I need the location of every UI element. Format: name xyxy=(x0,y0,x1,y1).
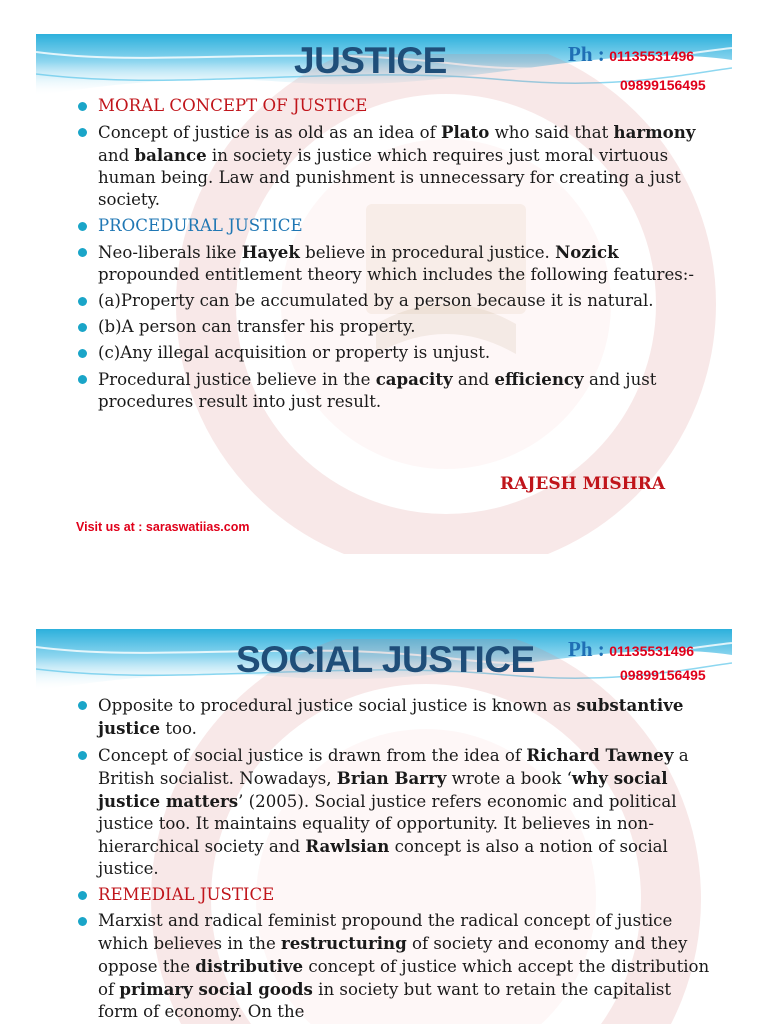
bullet-item xyxy=(76,241,716,286)
section-heading xyxy=(76,884,716,906)
bullet-dot-icon xyxy=(78,701,87,710)
bold-term: Rawlsian xyxy=(305,836,390,856)
bullet-text: MORAL CONCEPT OF JUSTICE xyxy=(98,96,368,115)
bullet-text: ’ (2005). Social justice refers economic and political justice too. It maintains equality of opportunity. It believes in non-hierarchical society and xyxy=(98,792,677,856)
bullet-text: wrote a book ‘ xyxy=(446,769,572,788)
bullet-list xyxy=(76,694,716,1023)
bullet-text: (a)Property can be accumulated by a person because it is natural. xyxy=(98,291,654,310)
bullet-item xyxy=(76,368,716,413)
phone-number-1: 01135531496 xyxy=(609,48,695,64)
bullet-dot-icon xyxy=(78,297,87,306)
phone-number-2: 09899156495 xyxy=(620,77,706,93)
bold-term: Plato xyxy=(441,122,490,142)
bullet-text: concept of justice which accept the distribution of xyxy=(98,957,710,999)
bullet-text: Marxist and radical feminist propound the radical concept of justice which believes in the xyxy=(98,911,673,953)
bold-term: Richard Tawney xyxy=(526,745,674,765)
bullet-dot-icon xyxy=(78,323,87,332)
author-signature: RAJESH MISHRA xyxy=(500,474,666,494)
phone-line-1 xyxy=(568,637,694,662)
bullet-dot-icon xyxy=(78,751,87,760)
bold-term: distributive xyxy=(195,956,304,976)
bullet-text: Procedural justice believe in the xyxy=(98,370,376,389)
bullet-item xyxy=(76,290,716,312)
bullet-item xyxy=(76,121,716,211)
bullet-dot-icon xyxy=(78,917,87,926)
bullet-text: too. xyxy=(160,719,197,738)
bullet-text: believe in procedural justice. xyxy=(299,243,556,262)
bullet-dot-icon xyxy=(78,102,87,111)
slide-social-justice xyxy=(36,629,732,1024)
phone-line-1 xyxy=(568,42,694,67)
bullet-text: (c)Any illegal acquisition or property is unjust. xyxy=(98,343,491,362)
bullet-text: propounded entitlement theory which includes the following features:- xyxy=(98,265,695,284)
bold-term: capacity xyxy=(375,369,453,389)
bullet-item xyxy=(76,910,716,1023)
bullet-text: and just procedures result into just result. xyxy=(98,370,657,411)
bullet-item xyxy=(76,342,716,364)
phone-label: Ph : xyxy=(568,42,605,66)
bullet-dot-icon xyxy=(78,128,87,137)
bullet-text: concept is also a notion of social justice. xyxy=(98,837,668,878)
bullet-text: Neo-liberals like xyxy=(98,243,242,262)
bullet-dot-icon xyxy=(78,248,87,257)
website-link[interactable]: Visit us at : saraswatiias.com xyxy=(76,520,250,534)
bold-term: balance xyxy=(134,145,207,165)
bold-term: Brian Barry xyxy=(336,768,447,788)
bullet-list xyxy=(76,95,716,413)
bullet-text: Concept of social justice is drawn from the idea of xyxy=(98,746,527,765)
bullet-item xyxy=(76,694,716,740)
bullet-text: who said that xyxy=(489,123,614,142)
bullet-dot-icon xyxy=(78,891,87,900)
slide-title: SOCIAL JUSTICE xyxy=(236,639,535,680)
phone-number-1: 01135531496 xyxy=(609,643,695,659)
slide-title: JUSTICE xyxy=(294,40,447,81)
bullet-dot-icon xyxy=(78,375,87,384)
bullet-item xyxy=(76,744,716,880)
bullet-text: Opposite to procedural justice social justice is known as xyxy=(98,696,577,715)
bullet-text: and xyxy=(452,370,495,389)
bullet-text: and xyxy=(98,146,135,165)
section-heading xyxy=(76,95,716,117)
bullet-text: a British socialist. Nowadays, xyxy=(98,746,689,788)
bold-term: harmony xyxy=(613,122,696,142)
bullet-item xyxy=(76,316,716,338)
phone-number-2: 09899156495 xyxy=(620,667,706,683)
phone-label: Ph : xyxy=(568,637,605,661)
bold-term: Nozick xyxy=(555,242,619,262)
bullet-text: Concept of justice is as old as an idea of xyxy=(98,123,442,142)
bullet-text: in society is justice which requires just moral virtuous human being. Law and punishment is unnecessary for creating a just society. xyxy=(98,146,681,209)
bold-term: substantive justice xyxy=(98,695,684,738)
bold-term: efficiency xyxy=(494,369,584,389)
bullet-text: (b)A person can transfer his property. xyxy=(98,317,416,336)
bullet-text: of society and economy and they oppose the xyxy=(98,934,688,976)
bold-term: primary social goods xyxy=(119,979,313,999)
bullet-dot-icon xyxy=(78,222,87,231)
bullet-text: REMEDIAL JUSTICE xyxy=(98,885,275,904)
bullet-text: PROCEDURAL JUSTICE xyxy=(98,216,303,235)
bullet-dot-icon xyxy=(78,349,87,358)
slide-justice xyxy=(36,34,732,554)
bullet-text: in society but want to retain the capitalist form of economy. On the xyxy=(98,980,672,1021)
bold-term: Hayek xyxy=(241,242,300,262)
bold-term: restructuring xyxy=(281,933,407,953)
section-heading xyxy=(76,215,716,237)
bold-term: why social justice matters xyxy=(98,768,668,811)
